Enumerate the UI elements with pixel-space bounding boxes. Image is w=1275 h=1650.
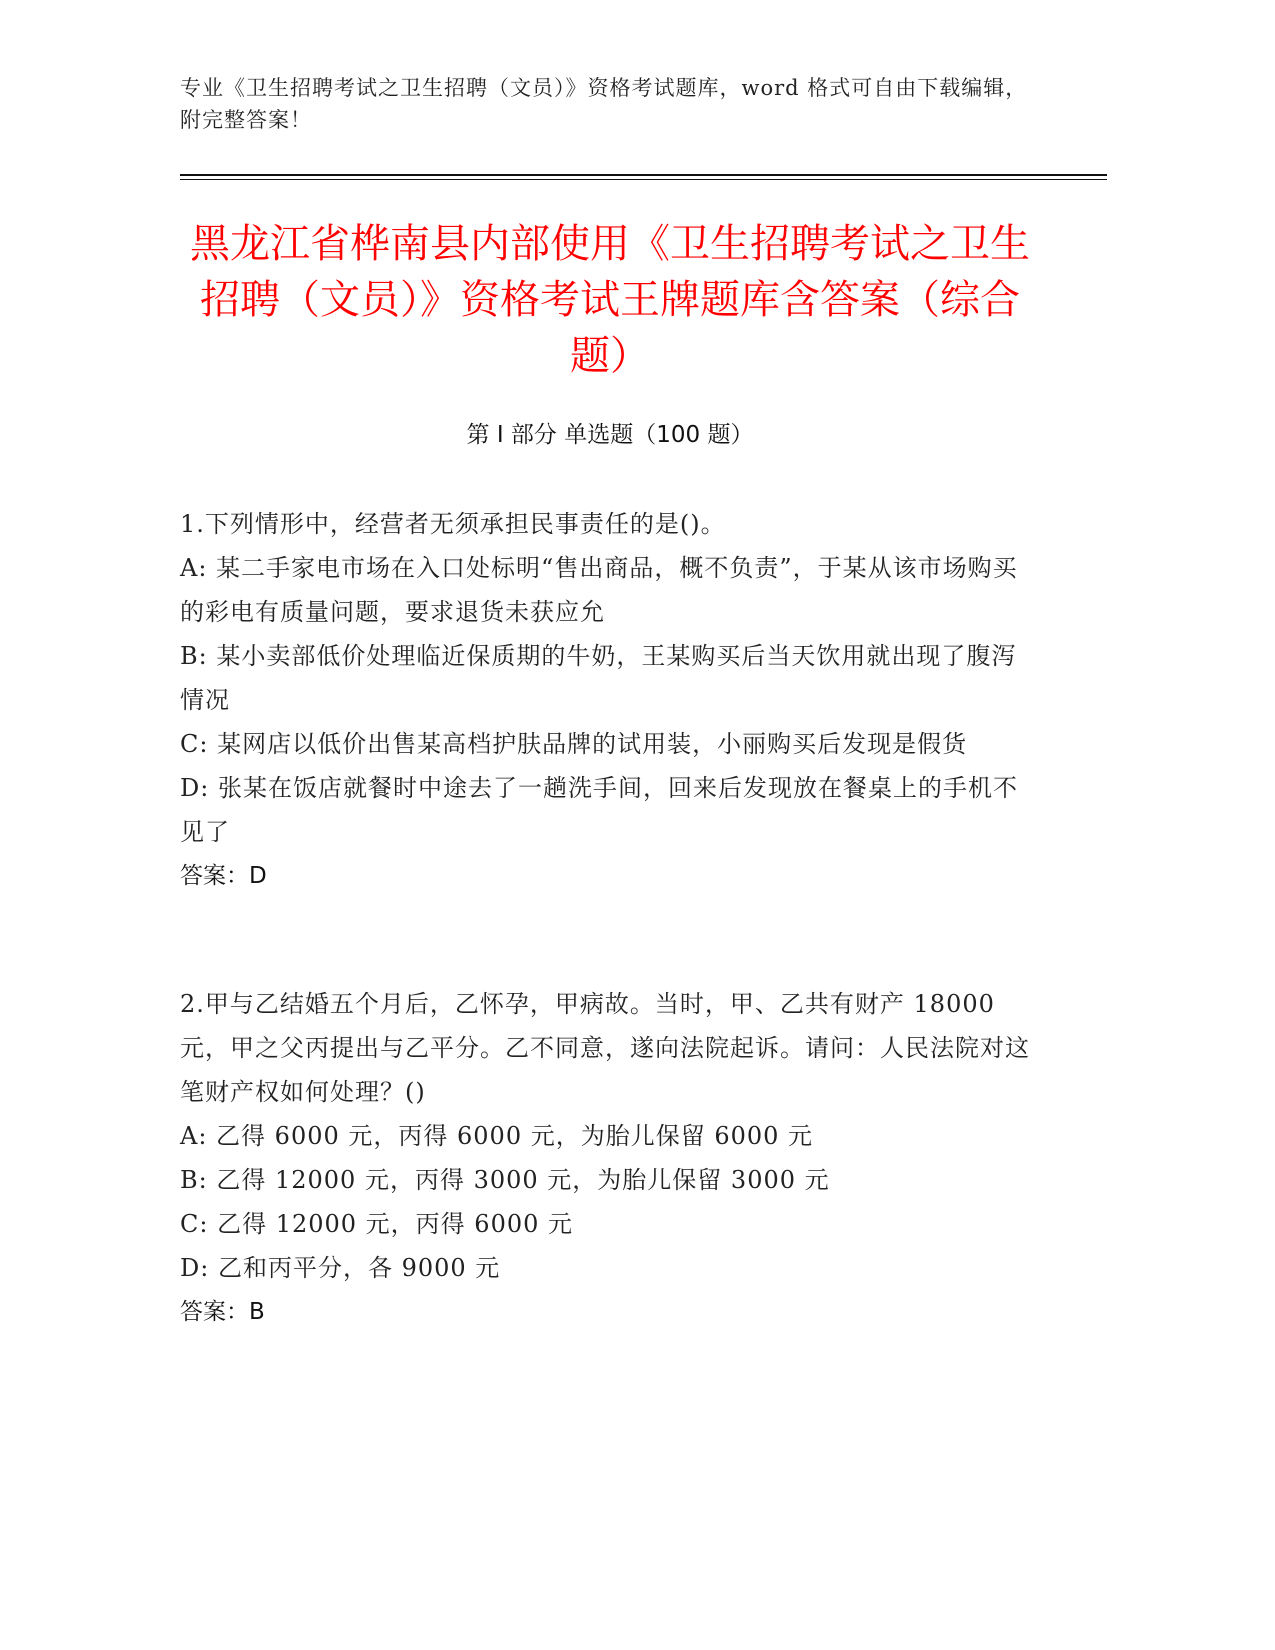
header-divider-thin: [180, 179, 1107, 180]
option-d: D: 乙和丙平分，各 9000 元: [180, 1254, 501, 1282]
option-b: B: 某小卖部低价处理临近保质期的牛奶，王某购买后当天饮用就出现了腹泻情况: [180, 642, 1017, 714]
option-c: C: 乙得 12000 元，丙得 6000 元: [180, 1210, 574, 1238]
answer: 答案：D: [180, 863, 267, 889]
answer: 答案：B: [180, 1299, 265, 1325]
header-note: 专业《卫生招聘考试之卫生招聘（文员）》资格考试题库，word 格式可自由下载编辑，附完整答案！: [180, 76, 1028, 132]
option-d: D: 张某在饭店就餐时中途去了一趟洗手间，回来后发现放在餐桌上的手机不见了: [180, 774, 1018, 846]
document-title: 黑龙江省桦南县内部使用《卫生招聘考试之卫生招聘（文员）》资格考试王牌题库含答案（综合题）: [190, 221, 1030, 379]
option-b: B: 乙得 12000 元，丙得 3000 元，为胎儿保留 3000 元: [180, 1166, 830, 1194]
option-a: A: 乙得 6000 元，丙得 6000 元，为胎儿保留 6000 元: [180, 1122, 814, 1150]
question-2: [180, 982, 1030, 1334]
question-1: [180, 502, 1030, 898]
question-stem: 1.下列情形中，经营者无须承担民事责任的是()。: [180, 510, 726, 538]
option-c: C: 某网店以低价出售某高档护肤品牌的试用装，小丽购买后发现是假货: [180, 730, 968, 758]
question-stem: 2.甲与乙结婚五个月后，乙怀孕，甲病故。当时，甲、乙共有财产 18000 元，甲之父丙提出与乙平分。乙不同意，遂向法院起诉。请问：人民法院对这笔财产权如何处理？(): [180, 990, 1030, 1106]
header-divider-thick: [180, 174, 1107, 176]
section-title: 第 I 部分 单选题（100 题）: [466, 422, 754, 448]
option-a: A: 某二手家电市场在入口处标明“售出商品，概不负责”，于某从该市场购买的彩电有质量问题，要求退货未获应允: [180, 554, 1018, 626]
